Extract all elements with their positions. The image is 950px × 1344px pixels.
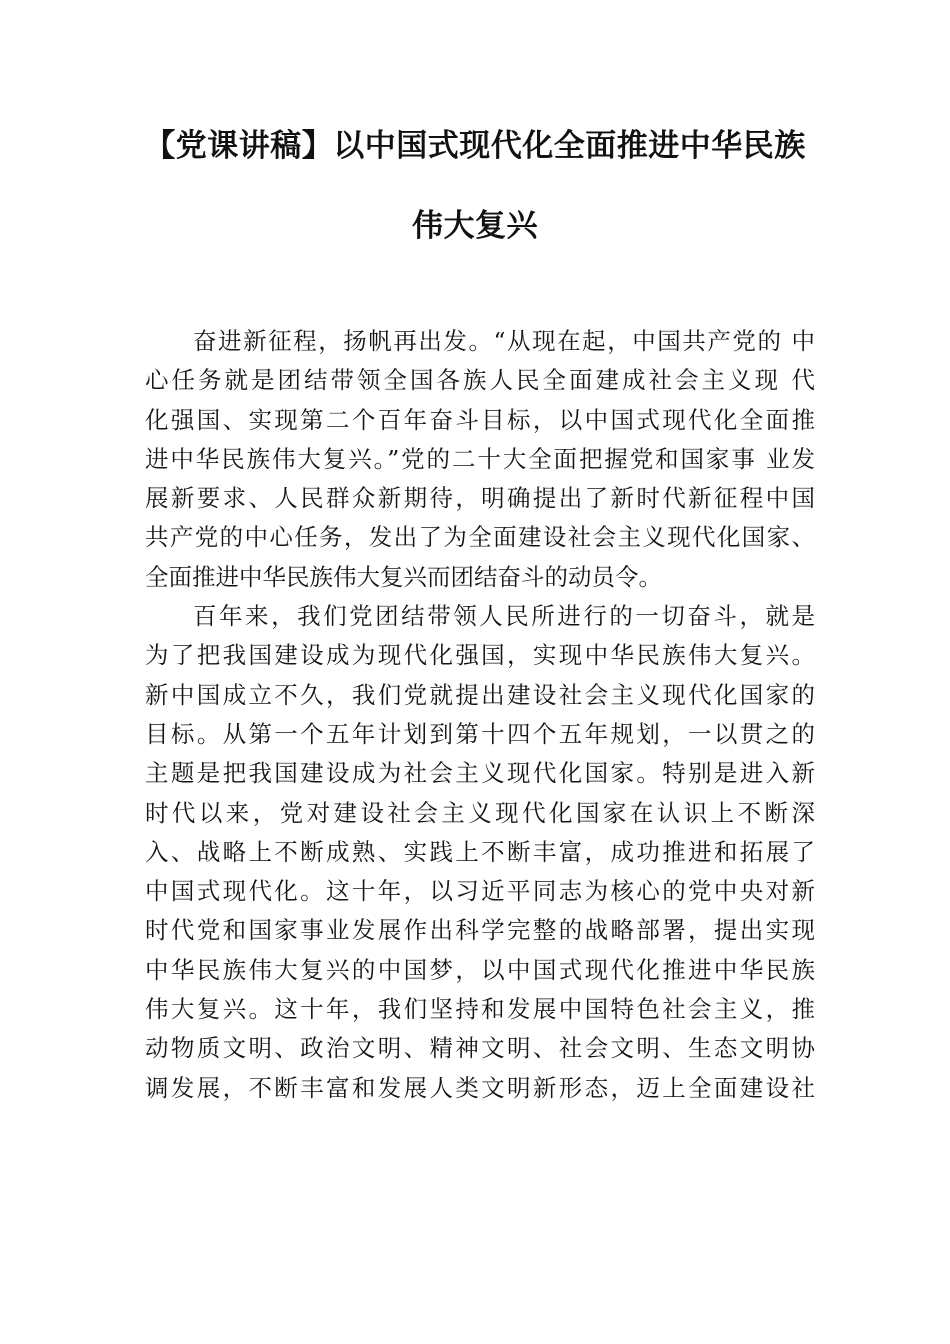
paragraph-line: 目标。从第一个五年计划到第十四个五年规划，一以贯之的 — [145, 719, 815, 748]
paragraph-line: 时代党和国家事业发展作出科学完整的战略部署，提出实现 — [145, 916, 815, 945]
paragraph-line: 时代以来，党对建设社会主义现代化国家在认识上不断深 — [145, 798, 815, 827]
paragraph-line: 入、战略上不断成熟、实践上不断丰富，成功推进和拓展了 — [145, 837, 815, 866]
paragraph-line: 化强国、实现第二个百年奋斗目标，以中国式现代化全面推 — [145, 405, 815, 434]
document-body — [145, 322, 815, 1108]
paragraph-line: 伟大复兴。这十年，我们坚持和发展中国特色社会主义，推 — [145, 995, 815, 1024]
document-title — [120, 128, 830, 244]
paragraph-line: 新中国成立不久，我们党就提出建设社会主义现代化国家的 — [145, 680, 815, 709]
paragraph-line: 百年来，我们党团结带领人民所进行的一切奋斗，就是 — [193, 602, 815, 631]
paragraph-line: 心任务就是团结带领全国各族人民全面建成社会主义现 代 — [145, 366, 815, 395]
paragraph-line: 为了把我国建设成为现代化强国，实现中华民族伟大复兴。 — [145, 641, 815, 670]
paragraph-2 — [145, 597, 815, 1108]
title-line-1: 【党课讲稿】以中国式现代化全面推进中华民族 — [144, 128, 806, 164]
paragraph-line: 中华民族伟大复兴的中国梦，以中国式现代化推进中华民族 — [145, 955, 815, 984]
paragraph-line: 奋进新征程，扬帆再出发。“从现在起，中国共产党的 中 — [193, 327, 815, 355]
paragraph-line: 进中华民族伟大复兴。”党的二十大全面把握党和国家事 业发 — [145, 444, 815, 473]
paragraph-line: 展新要求、人民群众新期待，明确提出了新时代新征程中国 — [145, 484, 815, 513]
paragraph-line: 动物质文明、政治文明、精神文明、社会文明、生态文明协 — [145, 1034, 815, 1063]
paragraph-line: 共产党的中心任务，发出了为全面建设社会主义现代化国家、 — [145, 523, 815, 552]
title-line-2: 伟大复兴 — [412, 208, 538, 244]
paragraph-line: 全面推进中华民族伟大复兴而团结奋斗的动员令。 — [145, 562, 662, 591]
paragraph-line: 主题是把我国建设成为社会主义现代化国家。特别是进入新 — [145, 759, 815, 788]
paragraph-line: 调发展，不断丰富和发展人类文明新形态，迈上全面建设社 — [145, 1073, 815, 1102]
paragraph-line: 中国式现代化。这十年，以习近平同志为核心的党中央对新 — [145, 877, 815, 906]
paragraph-1 — [145, 322, 815, 597]
